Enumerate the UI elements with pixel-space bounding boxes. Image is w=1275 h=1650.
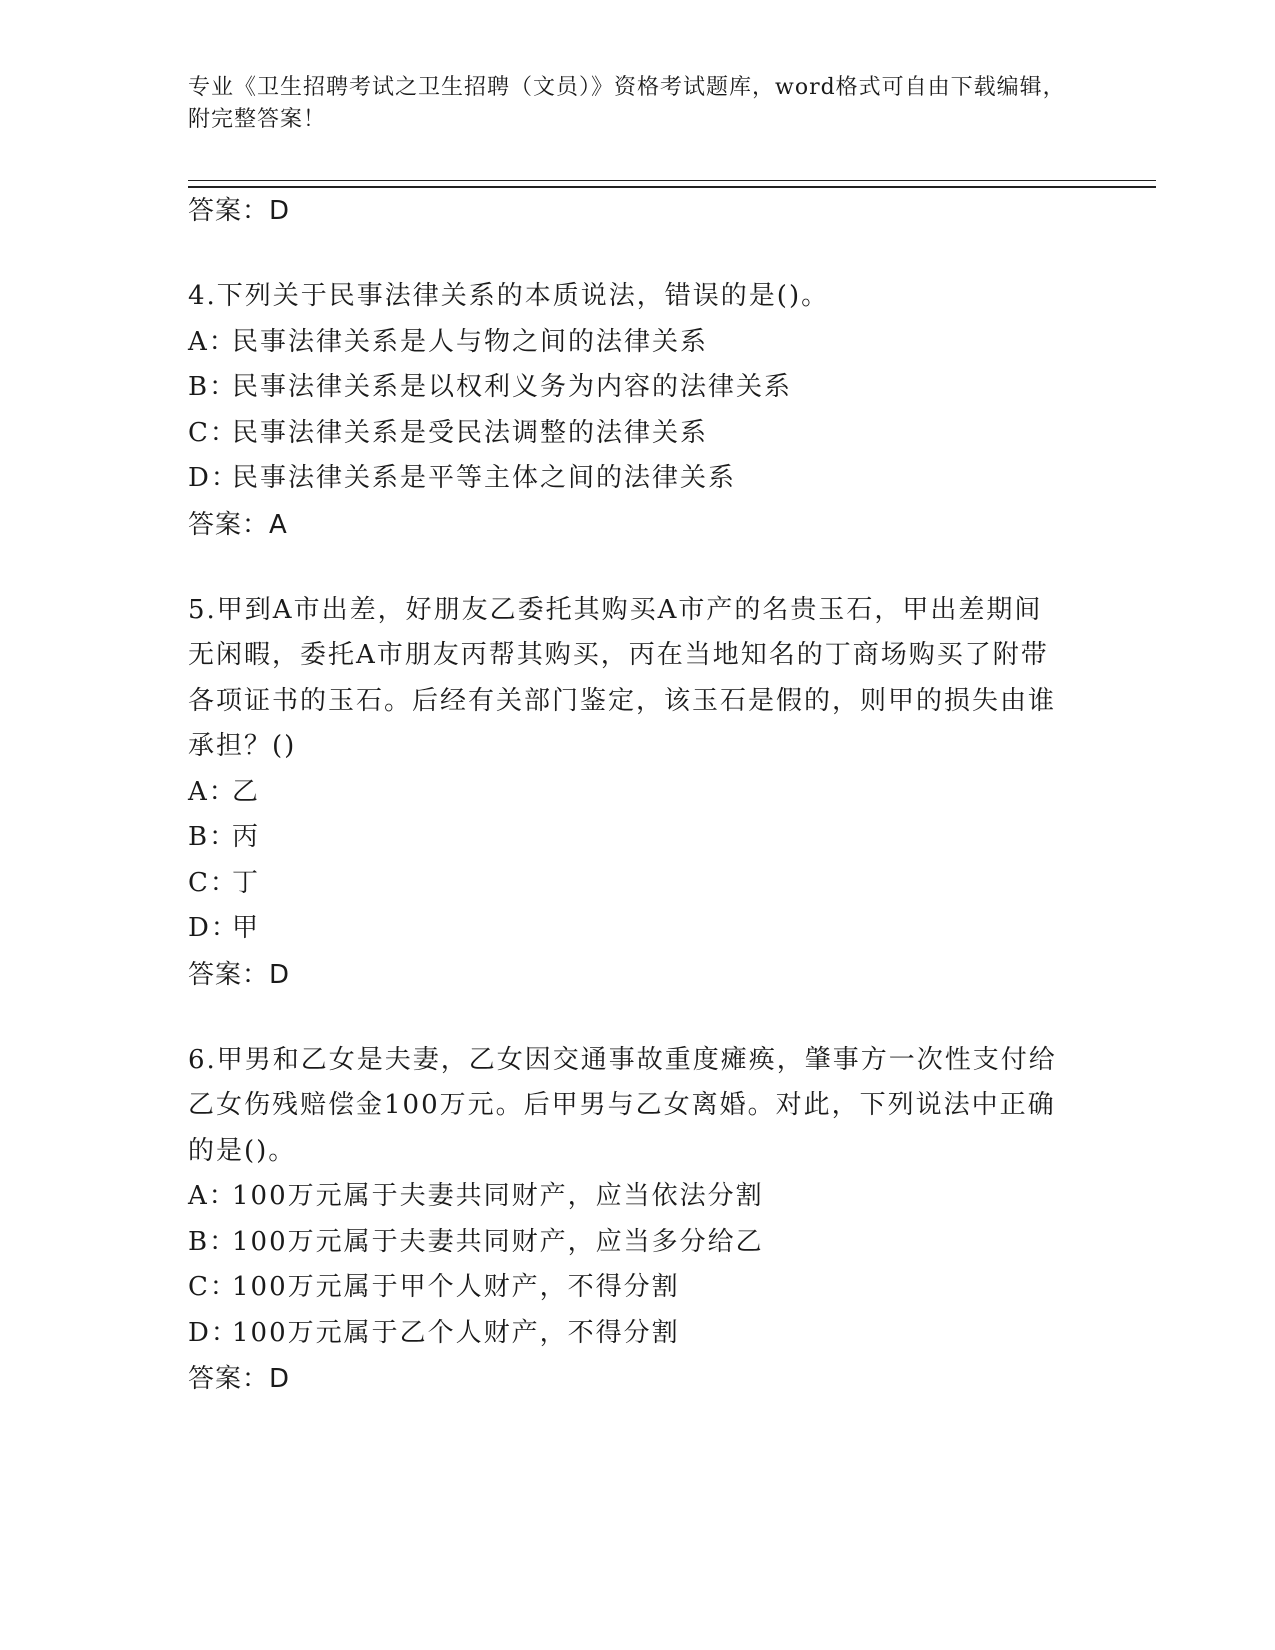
option-d [188, 906, 1068, 952]
option-text: 100万元属于甲个人财产，不得分割 [232, 1272, 680, 1302]
option-key: C： [188, 417, 238, 448]
option-a [188, 320, 1068, 366]
option-a [188, 1174, 1068, 1220]
question-answer: 答案：D [188, 959, 291, 990]
option-c [188, 1265, 1068, 1311]
option-c [188, 861, 1068, 907]
option-key: A： [188, 326, 237, 357]
header-divider [188, 180, 1156, 188]
option-key: B： [188, 372, 238, 402]
option-a [188, 770, 1068, 816]
option-key: A： [188, 1181, 237, 1211]
option-b [188, 1220, 1068, 1266]
question-stem: 6.甲男和乙女是夫妻，乙女因交通事故重度瘫痪，肇事方一次性支付给乙女伤残赔偿金100万元。后甲男与乙女离婚。对此，下列说法中正确的是()。 [188, 1044, 1057, 1166]
option-text: 100万元属于夫妻共同财产，应当依法分割 [232, 1181, 764, 1211]
question-stem: 4.下列关于民事法律关系的本质说法，错误的是()。 [188, 281, 830, 311]
option-text: 100万元属于乙个人财产，不得分割 [232, 1317, 680, 1348]
option-key: D： [188, 913, 239, 943]
option-c [188, 411, 1068, 457]
option-text: 民事法律关系是人与物之间的法律关系 [232, 326, 709, 357]
document-body [188, 188, 1068, 1402]
question-6 [188, 1038, 1068, 1403]
option-text: 丁 [232, 867, 261, 898]
option-key: D： [188, 463, 239, 493]
question-answer: 答案：D [188, 1364, 291, 1394]
option-b [188, 815, 1068, 861]
option-text: 民事法律关系是平等主体之间的法律关系 [232, 463, 737, 493]
option-d [188, 456, 1068, 502]
option-b [188, 365, 1068, 411]
option-key: A： [188, 776, 237, 807]
previous-question-answer: 答案：D [188, 196, 291, 226]
option-key: B： [188, 822, 238, 852]
option-text: 甲 [232, 913, 261, 943]
question-4 [188, 274, 1068, 548]
option-key: C： [188, 1272, 238, 1302]
question-answer: 答案：A [188, 509, 288, 540]
header-text: 专业《卫生招聘考试之卫生招聘（文员）》资格考试题库，word格式可自由下载编辑，附完整答案！ [188, 75, 1066, 132]
option-key: C： [188, 867, 238, 898]
option-key: B： [188, 1226, 238, 1257]
option-key: D： [188, 1317, 239, 1348]
option-text: 乙 [232, 776, 261, 807]
option-text: 民事法律关系是受民法调整的法律关系 [232, 417, 709, 448]
page-header [188, 72, 1068, 136]
question-stem: 5.甲到A市出差，好朋友乙委托其购买A市产的名贵玉石，甲出差期间无闲暇，委托A市朋友丙帮其购买，丙在当地知名的丁商场购买了附带各项证书的玉石。后经有关部门鉴定，该玉石是假的，则甲的损失由谁承担？() [188, 594, 1057, 761]
option-text: 民事法律关系是以权利义务为内容的法律关系 [232, 372, 793, 402]
option-d [188, 1311, 1068, 1357]
option-text: 100万元属于夫妻共同财产，应当多分给乙 [232, 1226, 764, 1257]
question-5 [188, 588, 1068, 998]
option-text: 丙 [232, 822, 261, 852]
